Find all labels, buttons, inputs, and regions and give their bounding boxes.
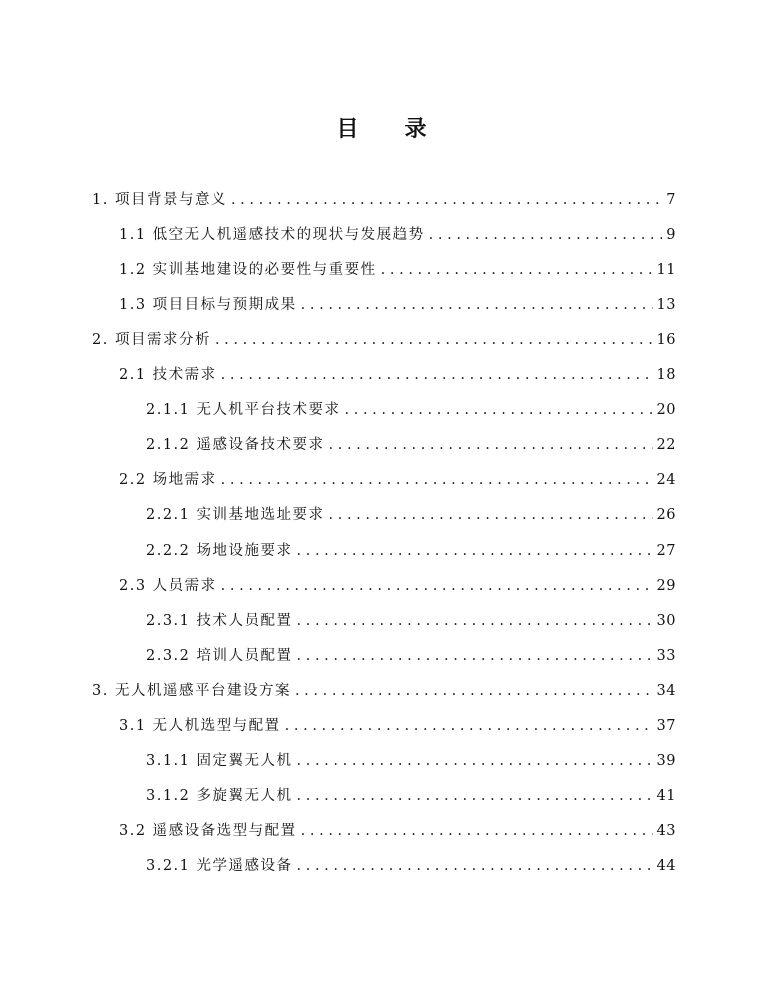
toc-entry[interactable]	[146, 503, 676, 531]
toc-entry-page-number: 37	[656, 717, 676, 734]
toc-dot-leader	[297, 753, 653, 769]
toc-entry[interactable]	[119, 574, 676, 602]
toc-entry[interactable]	[146, 609, 676, 637]
toc-entry-title: 3. 无人机遥感平台建设方案	[92, 682, 291, 699]
toc-dot-leader	[429, 227, 662, 243]
toc-dot-leader	[221, 578, 653, 594]
toc-dot-leader	[297, 858, 653, 874]
toc-entry[interactable]	[92, 188, 676, 216]
title-char-left: 目	[336, 117, 361, 142]
toc-entry[interactable]	[146, 433, 676, 461]
toc-entry-page-number: 34	[656, 682, 676, 699]
toc-entry-title: 2.1 技术需求	[119, 367, 217, 384]
toc-dot-leader	[221, 472, 653, 488]
toc-entry[interactable]	[146, 539, 676, 567]
toc-entry-page-number: 26	[656, 507, 676, 524]
toc-entry-title: 3.1 无人机选型与配置	[119, 717, 281, 734]
toc-entry-title: 2.3.2 培训人员配置	[146, 647, 293, 664]
toc-entry-page-number: 30	[656, 612, 676, 629]
toc-entry[interactable]	[146, 784, 676, 812]
toc-entry-title: 1. 项目背景与意义	[92, 192, 227, 208]
toc-entry-page-number: 39	[656, 752, 676, 769]
toc-entry-page-number: 33	[656, 647, 676, 664]
toc-entry-title: 2.1.1 无人机平台技术要求	[146, 402, 341, 419]
toc-dot-leader	[297, 613, 653, 629]
toc-dot-leader	[329, 507, 653, 523]
toc-entry-title: 1.1 低空无人机遥感技术的现状与发展趋势	[119, 227, 425, 244]
toc-entry-page-number: 44	[656, 857, 676, 874]
toc-dot-leader	[381, 262, 653, 278]
toc-entry-page-number: 13	[656, 297, 676, 314]
toc-entry[interactable]	[119, 468, 676, 496]
toc-entry-title: 2.2.1 实训基地选址要求	[146, 507, 325, 524]
toc-entry[interactable]	[119, 819, 676, 847]
toc-dot-leader	[329, 437, 653, 453]
toc-entry[interactable]	[119, 223, 676, 251]
toc-entry-title: 3.1.2 多旋翼无人机	[146, 787, 293, 804]
toc-entry-page-number: 41	[656, 787, 676, 804]
page-title	[0, 112, 765, 143]
toc-entry-page-number: 43	[656, 822, 676, 839]
toc-entry-title: 2.3.1 技术人员配置	[146, 612, 293, 629]
toc-dot-leader	[285, 718, 653, 734]
toc-entry-page-number: 7	[666, 192, 676, 208]
toc-entry-title: 2.3 人员需求	[119, 577, 217, 594]
toc-entry-title: 3.1.1 固定翼无人机	[146, 752, 293, 769]
toc-entry-title: 2.1.2 遥感设备技术要求	[146, 437, 325, 454]
toc-entry-title: 3.2.1 光学遥感设备	[146, 857, 293, 874]
toc-dot-leader	[295, 683, 653, 699]
toc-dot-leader	[297, 788, 653, 804]
toc-entry-page-number: 9	[666, 227, 676, 244]
toc-entry-page-number: 18	[656, 367, 676, 384]
toc-entry-title: 1.2 实训基地建设的必要性与重要性	[119, 262, 377, 279]
toc-entry-title: 2. 项目需求分析	[92, 332, 211, 349]
toc-entry[interactable]	[119, 258, 676, 286]
toc-dot-leader	[231, 192, 662, 208]
toc-dot-leader	[345, 402, 653, 418]
toc-dot-leader	[215, 332, 653, 348]
toc-entry[interactable]	[119, 293, 676, 321]
toc-dot-leader	[301, 823, 653, 839]
toc-entry-page-number: 22	[656, 437, 676, 454]
toc-entry-title: 3.2 遥感设备选型与配置	[119, 822, 297, 839]
toc-entry-page-number: 24	[656, 472, 676, 489]
toc-entry[interactable]	[92, 679, 676, 707]
toc-entry[interactable]	[92, 328, 676, 356]
toc-entry-page-number: 29	[656, 577, 676, 594]
toc-entry[interactable]	[146, 854, 676, 882]
toc-entry-page-number: 27	[656, 542, 676, 559]
toc-entry-page-number: 20	[656, 402, 676, 419]
toc-entry[interactable]	[146, 398, 676, 426]
toc-entry[interactable]	[119, 363, 676, 391]
toc-dot-leader	[301, 297, 653, 313]
toc-dot-leader	[221, 367, 653, 383]
toc-entry[interactable]	[146, 749, 676, 777]
toc-entry[interactable]	[119, 714, 676, 742]
toc-entry-title: 2.2.2 场地设施要求	[146, 542, 293, 559]
title-char-right: 录	[404, 117, 429, 142]
toc-entry-title: 2.2 场地需求	[119, 472, 217, 489]
toc-entry-title: 1.3 项目目标与预期成果	[119, 297, 297, 314]
toc-entry-page-number: 11	[656, 262, 676, 279]
toc-entry[interactable]	[146, 644, 676, 672]
toc-dot-leader	[297, 648, 653, 664]
toc-dot-leader	[297, 543, 653, 559]
toc-entry-page-number: 16	[656, 332, 676, 349]
